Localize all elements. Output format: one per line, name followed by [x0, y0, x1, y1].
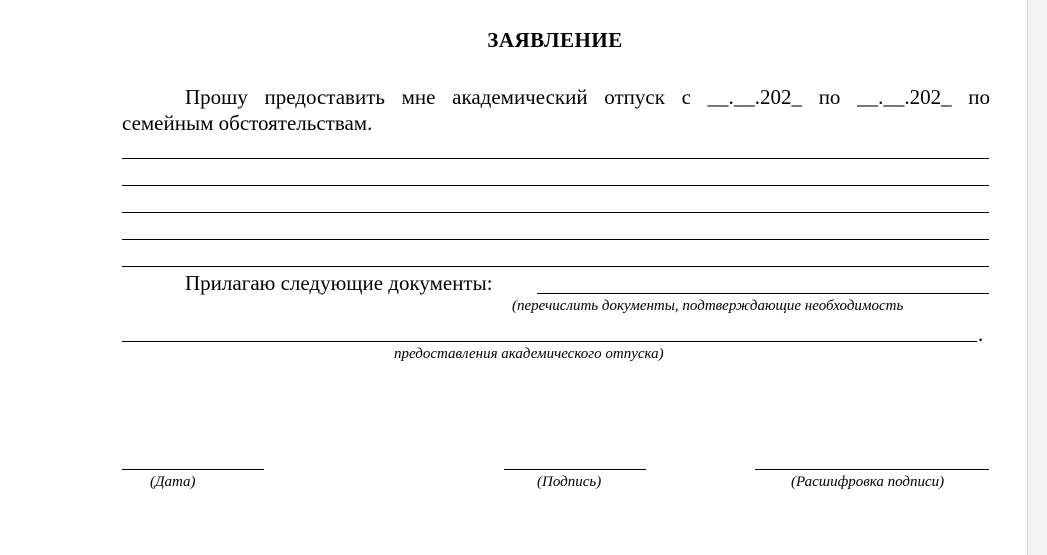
- document-title: ЗАЯВЛЕНИЕ: [487, 28, 623, 52]
- request-text-line-1: Прошу предоставить мне академический отпуск с __.__.202_ по __.__.202_ по: [185, 85, 990, 109]
- attached-documents-hint-line-1: (перечислить документы, подтверждающие необходимость: [512, 298, 904, 314]
- attached-documents-period: .: [978, 322, 984, 346]
- signature-line[interactable]: [504, 469, 646, 470]
- blank-line-4[interactable]: [122, 239, 989, 240]
- blank-line-1[interactable]: [122, 158, 989, 159]
- signature-decoding-caption: (Расшифровка подписи): [791, 474, 945, 490]
- attached-documents-line-2[interactable]: [122, 341, 977, 342]
- page-edge-shadow: [1028, 0, 1047, 555]
- date-line[interactable]: [122, 469, 264, 470]
- attached-documents-label: Прилагаю следующие документы:: [185, 271, 493, 295]
- date-caption: (Дата): [150, 474, 196, 490]
- blank-line-5[interactable]: [122, 266, 989, 267]
- signature-decoding-line[interactable]: [755, 469, 989, 470]
- blank-line-3[interactable]: [122, 212, 989, 213]
- attached-documents-line[interactable]: [537, 293, 989, 294]
- signature-caption: (Подпись): [537, 474, 602, 490]
- request-text-line-2: семейным обстоятельствам.: [122, 111, 373, 135]
- blank-line-2[interactable]: [122, 185, 989, 186]
- attached-documents-hint-line-2: предоставления академического отпуска): [394, 346, 664, 362]
